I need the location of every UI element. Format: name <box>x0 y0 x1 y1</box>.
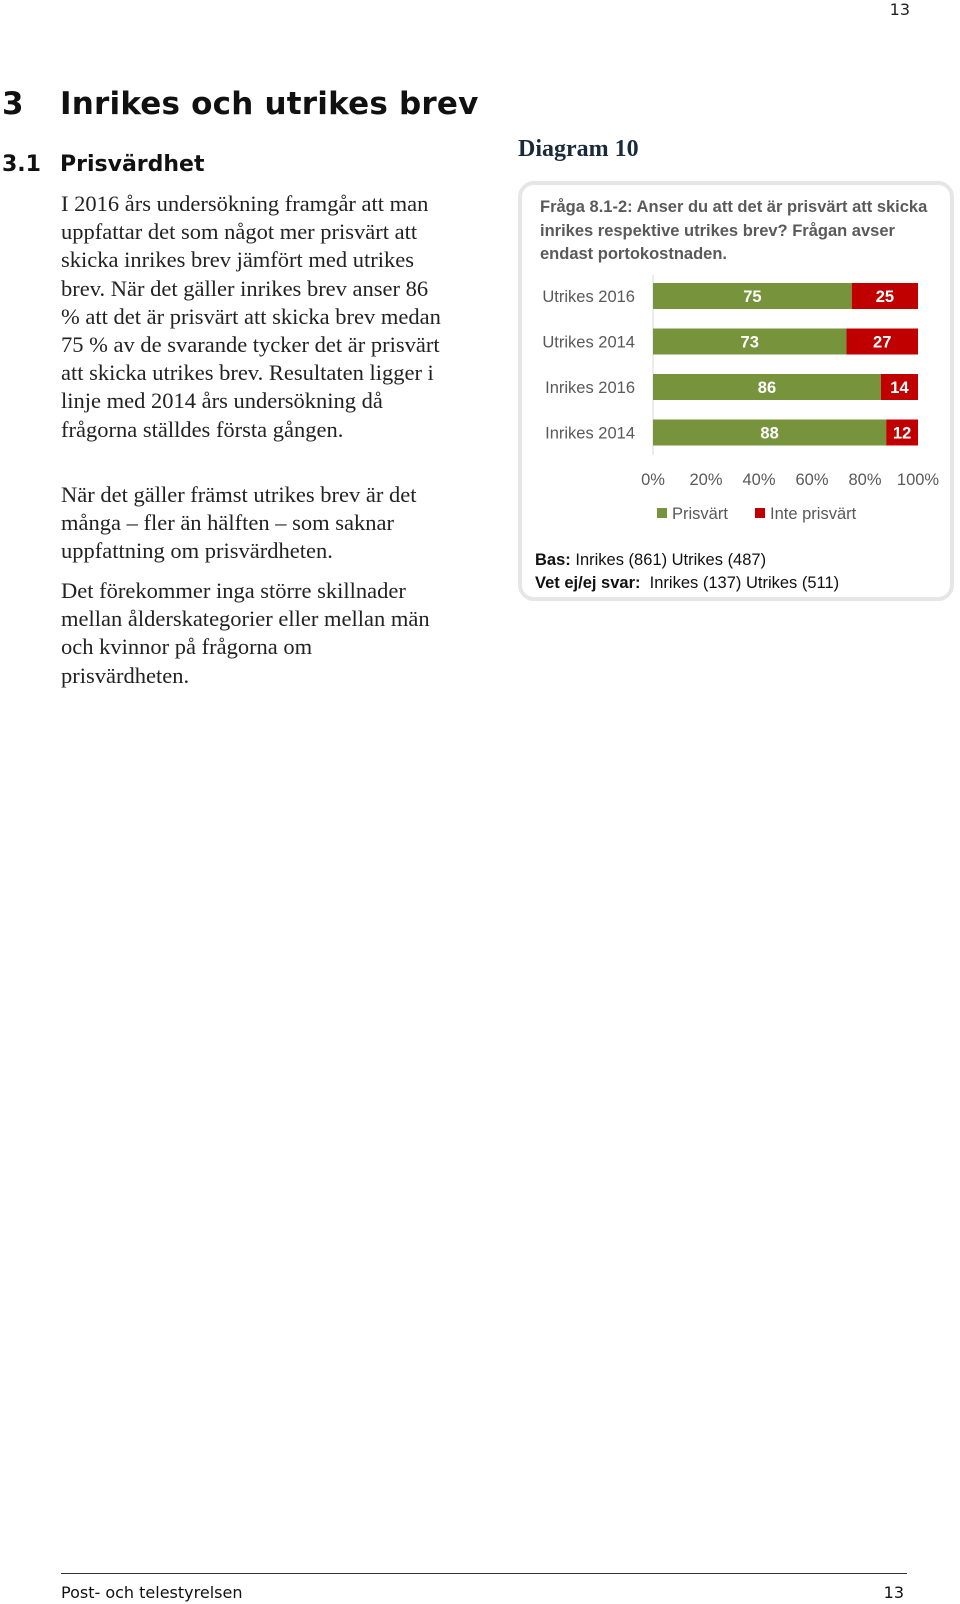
data-label: 75 <box>743 288 762 306</box>
chapter-number: 3 <box>2 86 24 122</box>
chapter-heading <box>2 86 478 122</box>
page-number-top: 13 <box>889 0 910 19</box>
data-label: 12 <box>892 424 912 443</box>
x-tick-label: 60% <box>795 471 829 489</box>
data-label: 27 <box>873 333 892 352</box>
data-label: 88 <box>760 424 779 443</box>
legend-swatch <box>755 508 765 518</box>
body-paragraph-1: I 2016 års undersökning framgår att man uppfattar det som något mer prisvärt att skicka inrikes brev jämfört med utrikes brev. När det gäller inrikes brev anser 86 % att det är prisvärt att skicka brev medan 75 % av de svarande tycker det är prisvärt att skicka utrikes brev. Resultaten ligger i linje med 2014 års undersökning då frågorna ställdes första gången. <box>61 191 441 442</box>
legend-label: Inte prisvärt <box>770 505 857 523</box>
bas-label: Bas: <box>535 551 571 569</box>
x-tick-label: 40% <box>742 471 776 489</box>
data-label: 14 <box>890 379 909 397</box>
footer-page-number: 13 <box>883 1583 904 1602</box>
vet-ej-value: Inrikes (137) Utrikes (511) <box>649 574 840 592</box>
bas-line <box>535 551 766 570</box>
vet-ej-label: Vet ej/ej svar: <box>535 574 641 592</box>
category-label: Inrikes 2014 <box>545 424 635 443</box>
section-number: 3.1 <box>2 152 41 177</box>
footer-publisher: Post- och telestyrelsen <box>61 1583 243 1602</box>
body-paragraph-3: Det förekommer inga större skillnader mellan ålderskategorier eller mellan män och kvinnor på frågorna om prisvärdheten. <box>61 578 430 688</box>
bas-value: Inrikes (861) Utrikes (487) <box>575 551 767 569</box>
data-label: 73 <box>740 333 759 352</box>
x-tick-label: 100% <box>896 471 940 489</box>
chart-question: Fråga 8.1-2: Anser du att det är prisvärt att skicka inrikes respektive utrikes brev? Frågan avser endast portokostnaden. <box>540 198 928 263</box>
category-label: Inrikes 2016 <box>545 379 635 397</box>
legend-swatch <box>657 508 667 518</box>
category-label: Utrikes 2014 <box>542 333 635 352</box>
x-tick-label: 20% <box>689 471 723 489</box>
section-title: Prisvärdhet <box>60 152 205 177</box>
body-paragraph-2: När det gäller främst utrikes brev är det många – fler än hälften – som saknar uppfattning om prisvärdheten. <box>61 482 417 564</box>
stacked-bar-chart <box>520 275 950 545</box>
x-tick-label: 80% <box>848 471 882 489</box>
data-label: 25 <box>875 288 895 306</box>
x-tick-label: 0% <box>641 471 665 489</box>
diagram-title: Diagram 10 <box>518 136 639 162</box>
vet-ej-line <box>535 574 839 593</box>
footer-divider <box>61 1573 907 1574</box>
data-label: 86 <box>757 379 777 397</box>
section-heading <box>2 152 205 177</box>
chapter-title: Inrikes och utrikes brev <box>60 86 479 122</box>
category-label: Utrikes 2016 <box>542 288 635 306</box>
legend-label: Prisvärt <box>672 505 728 523</box>
